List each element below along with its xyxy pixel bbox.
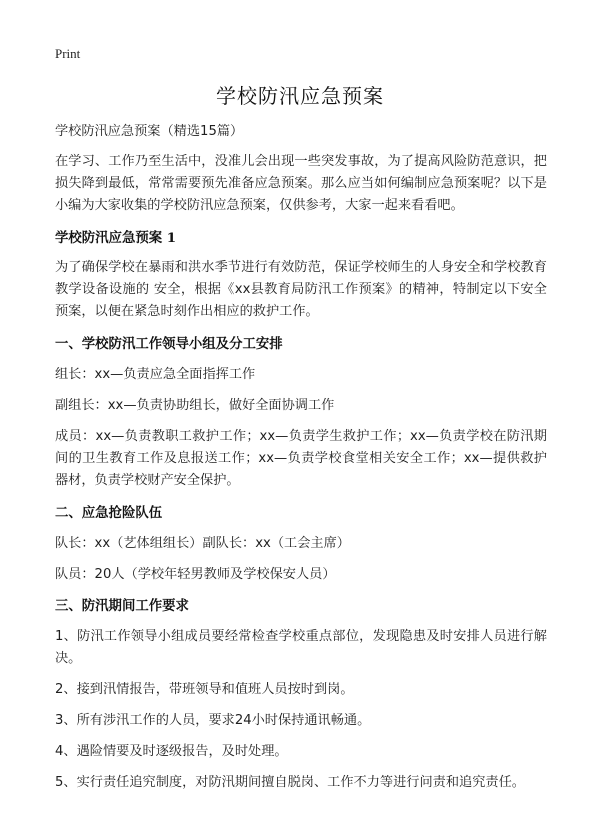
requirement-item: 1、防汛工作领导小组成员要经常检查学校重点部位，发现隐患及时安排人员进行解决。 [55, 629, 547, 666]
section-intro-paragraph: 为了确保学校在暴雨和洪水季节进行有效防范，保证学校师生的人身安全和学校教育教学设备设施的 安全，根据《xx县教育局防汛工作预案》的精神，特制定以下安全预案，以便在紧急时刻作出相应的救护工作。 [55, 260, 547, 319]
part2-heading: 二、应急抢险队伍 [55, 505, 163, 521]
intro-paragraph: 在学习、工作乃至生活中，没准儿会出现一些突发事故，为了提高风险防范意识，把损失降到最低，常常需要预先准备应急预案。那么应当如何编制应急预案呢？以下是小编为大家收集的学校防汛应急预案，仅供参考，大家一起来看看吧。 [55, 154, 547, 213]
team-leaders-line: 队长：xx（艺体组组长）副队长：xx（工会主席） [55, 536, 350, 551]
print-label: Print [55, 46, 81, 61]
document-title: 学校防汛应急预案 [216, 84, 384, 108]
deputy-leader-line: 副组长：xx—负责协助组长，做好全面协调工作 [55, 398, 335, 413]
requirement-item: 3、所有涉汛工作的人员，要求24小时保持通讯畅通。 [55, 713, 371, 728]
requirement-item: 2、接到汛情报告，带班领导和值班人员按时到岗。 [55, 682, 354, 697]
team-members-line: 队员：20人（学校年轻男教师及学校保安人员） [55, 567, 336, 582]
part3-heading: 三、防汛期间工作要求 [55, 598, 189, 614]
document-subtitle: 学校防汛应急预案（精选15篇） [55, 124, 244, 139]
requirement-item: 4、遇险情要及时逐级报告，及时处理。 [55, 744, 288, 759]
requirement-item: 5、实行责任追究制度，对防汛期间擅自脱岗、工作不力等进行问责和追究责任。 [55, 775, 525, 790]
members-paragraph: 成员：xx—负责教职工救护工作；xx—负责学生救护工作；xx—负责学校在防汛期间的卫生教育工作及息报送工作；xx—负责学校食堂相关安全工作；xx—提供救护器材，负责学校财产安全保护。 [55, 429, 547, 488]
document-body [55, 121, 547, 794]
part1-heading: 一、学校防汛工作领导小组及分工安排 [55, 336, 283, 352]
leader-line: 组长：xx—负责应急全面指挥工作 [55, 367, 256, 382]
section-title: 学校防汛应急预案 1 [55, 230, 177, 246]
